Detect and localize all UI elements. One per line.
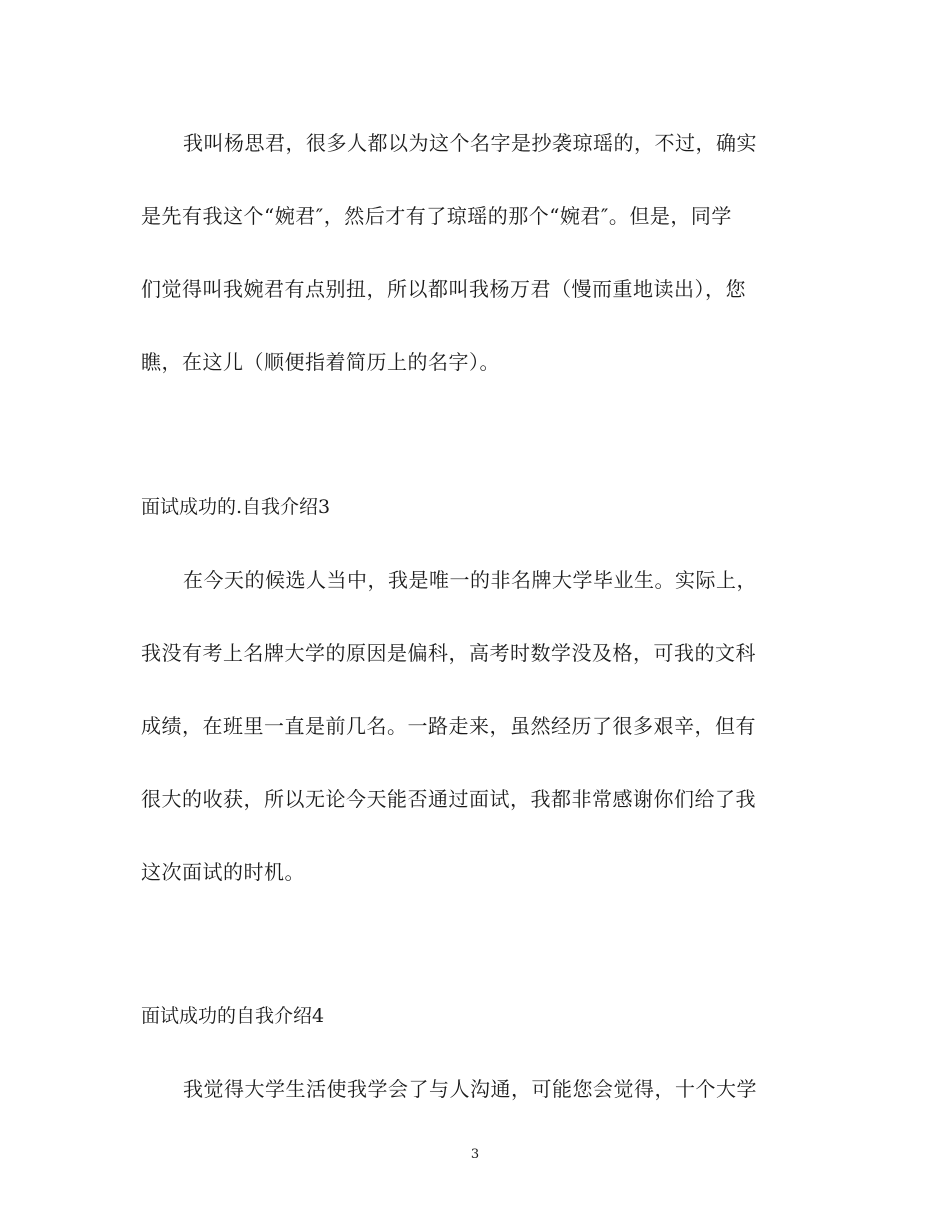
paragraph-line: 很大的收获，所以无论今天能否通过面试，我都非常感谢你们给了我 xyxy=(141,787,756,811)
page-number: 3 xyxy=(470,1147,480,1162)
paragraph-line: 成绩，在班里一直是前几名。一路走来，虽然经历了很多艰辛，但有 xyxy=(141,714,756,738)
paragraph-line: 我觉得大学生活使我学会了与人沟通，可能您会觉得，十个大学 xyxy=(183,1077,757,1101)
paragraph-line: 这次面试的时机。 xyxy=(141,860,305,884)
section-heading: 面试成功的.自我介绍3 xyxy=(141,496,331,518)
paragraph-line: 瞧，在这儿（顺便指着简历上的名字）。 xyxy=(141,350,500,374)
paragraph-line: 们觉得叫我婉君有点别扭，所以都叫我杨万君（慢而重地读出），您 xyxy=(141,277,746,301)
section-heading: 面试成功的自我介绍4 xyxy=(141,1005,325,1027)
paragraph-line: 是先有我这个“婉君″，然后才有了琼瑶的那个“婉君″。但是，同学 xyxy=(141,204,732,228)
paragraph-line: 我没有考上名牌大学的原因是偏科，高考时数学没及格，可我的文科 xyxy=(141,641,756,665)
paragraph-line: 我叫杨思君，很多人都以为这个名字是抄袭琼瑶的，不过，确实 xyxy=(183,131,757,155)
paragraph-line: 在今天的候选人当中，我是唯一的非名牌大学毕业生。实际上， xyxy=(183,568,757,592)
